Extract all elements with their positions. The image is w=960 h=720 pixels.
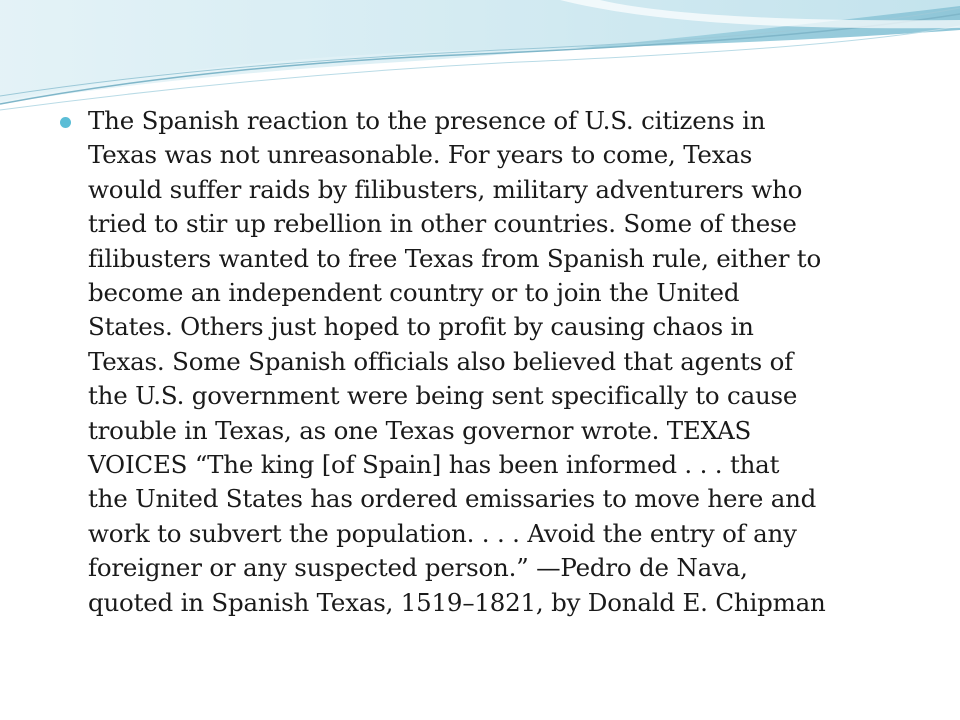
text-line: The Spanish reaction to the presence of U.S. citizens in [88, 106, 766, 135]
text-line: the United States has ordered emissaries to move here and [88, 484, 817, 514]
text-line: become an independent country or to join the United [88, 278, 740, 308]
text-line: VOICES “The king [of Spain] has been informed . . . that [88, 450, 780, 480]
header-wave-decoration [0, 0, 960, 120]
text-line: filibusters wanted to free Texas from Spanish rule, either to [88, 243, 822, 273]
text-line: work to subvert the population. . . . Avoid the entry of any [88, 518, 797, 548]
text-line: tried to stir up rebellion in other countries. Some of these [88, 209, 797, 239]
text-line: foreigner or any suspected person.” —Pedro de Nava, [88, 553, 748, 583]
slide-body [58, 104, 908, 620]
bullet-item [58, 104, 908, 620]
bullet-paragraph [88, 104, 908, 620]
text-line: Texas was not unreasonable. For years to come, Texas [88, 140, 753, 170]
text-line: Texas. Some Spanish officials also believed that agents of [88, 346, 794, 376]
text-line: would suffer raids by filibusters, military adventurers who [88, 174, 803, 204]
wave-front [0, 0, 960, 104]
text-line: States. Others just hoped to profit by causing chaos in [88, 312, 754, 342]
bullet-dot-icon [60, 117, 71, 128]
text-line: quoted in Spanish Texas, 1519–1821, by Donald E. Chipman [88, 587, 826, 617]
text-line: trouble in Texas, as one Texas governor wrote. TEXAS [88, 415, 752, 445]
text-line: the U.S. government were being sent specifically to cause [88, 381, 798, 411]
